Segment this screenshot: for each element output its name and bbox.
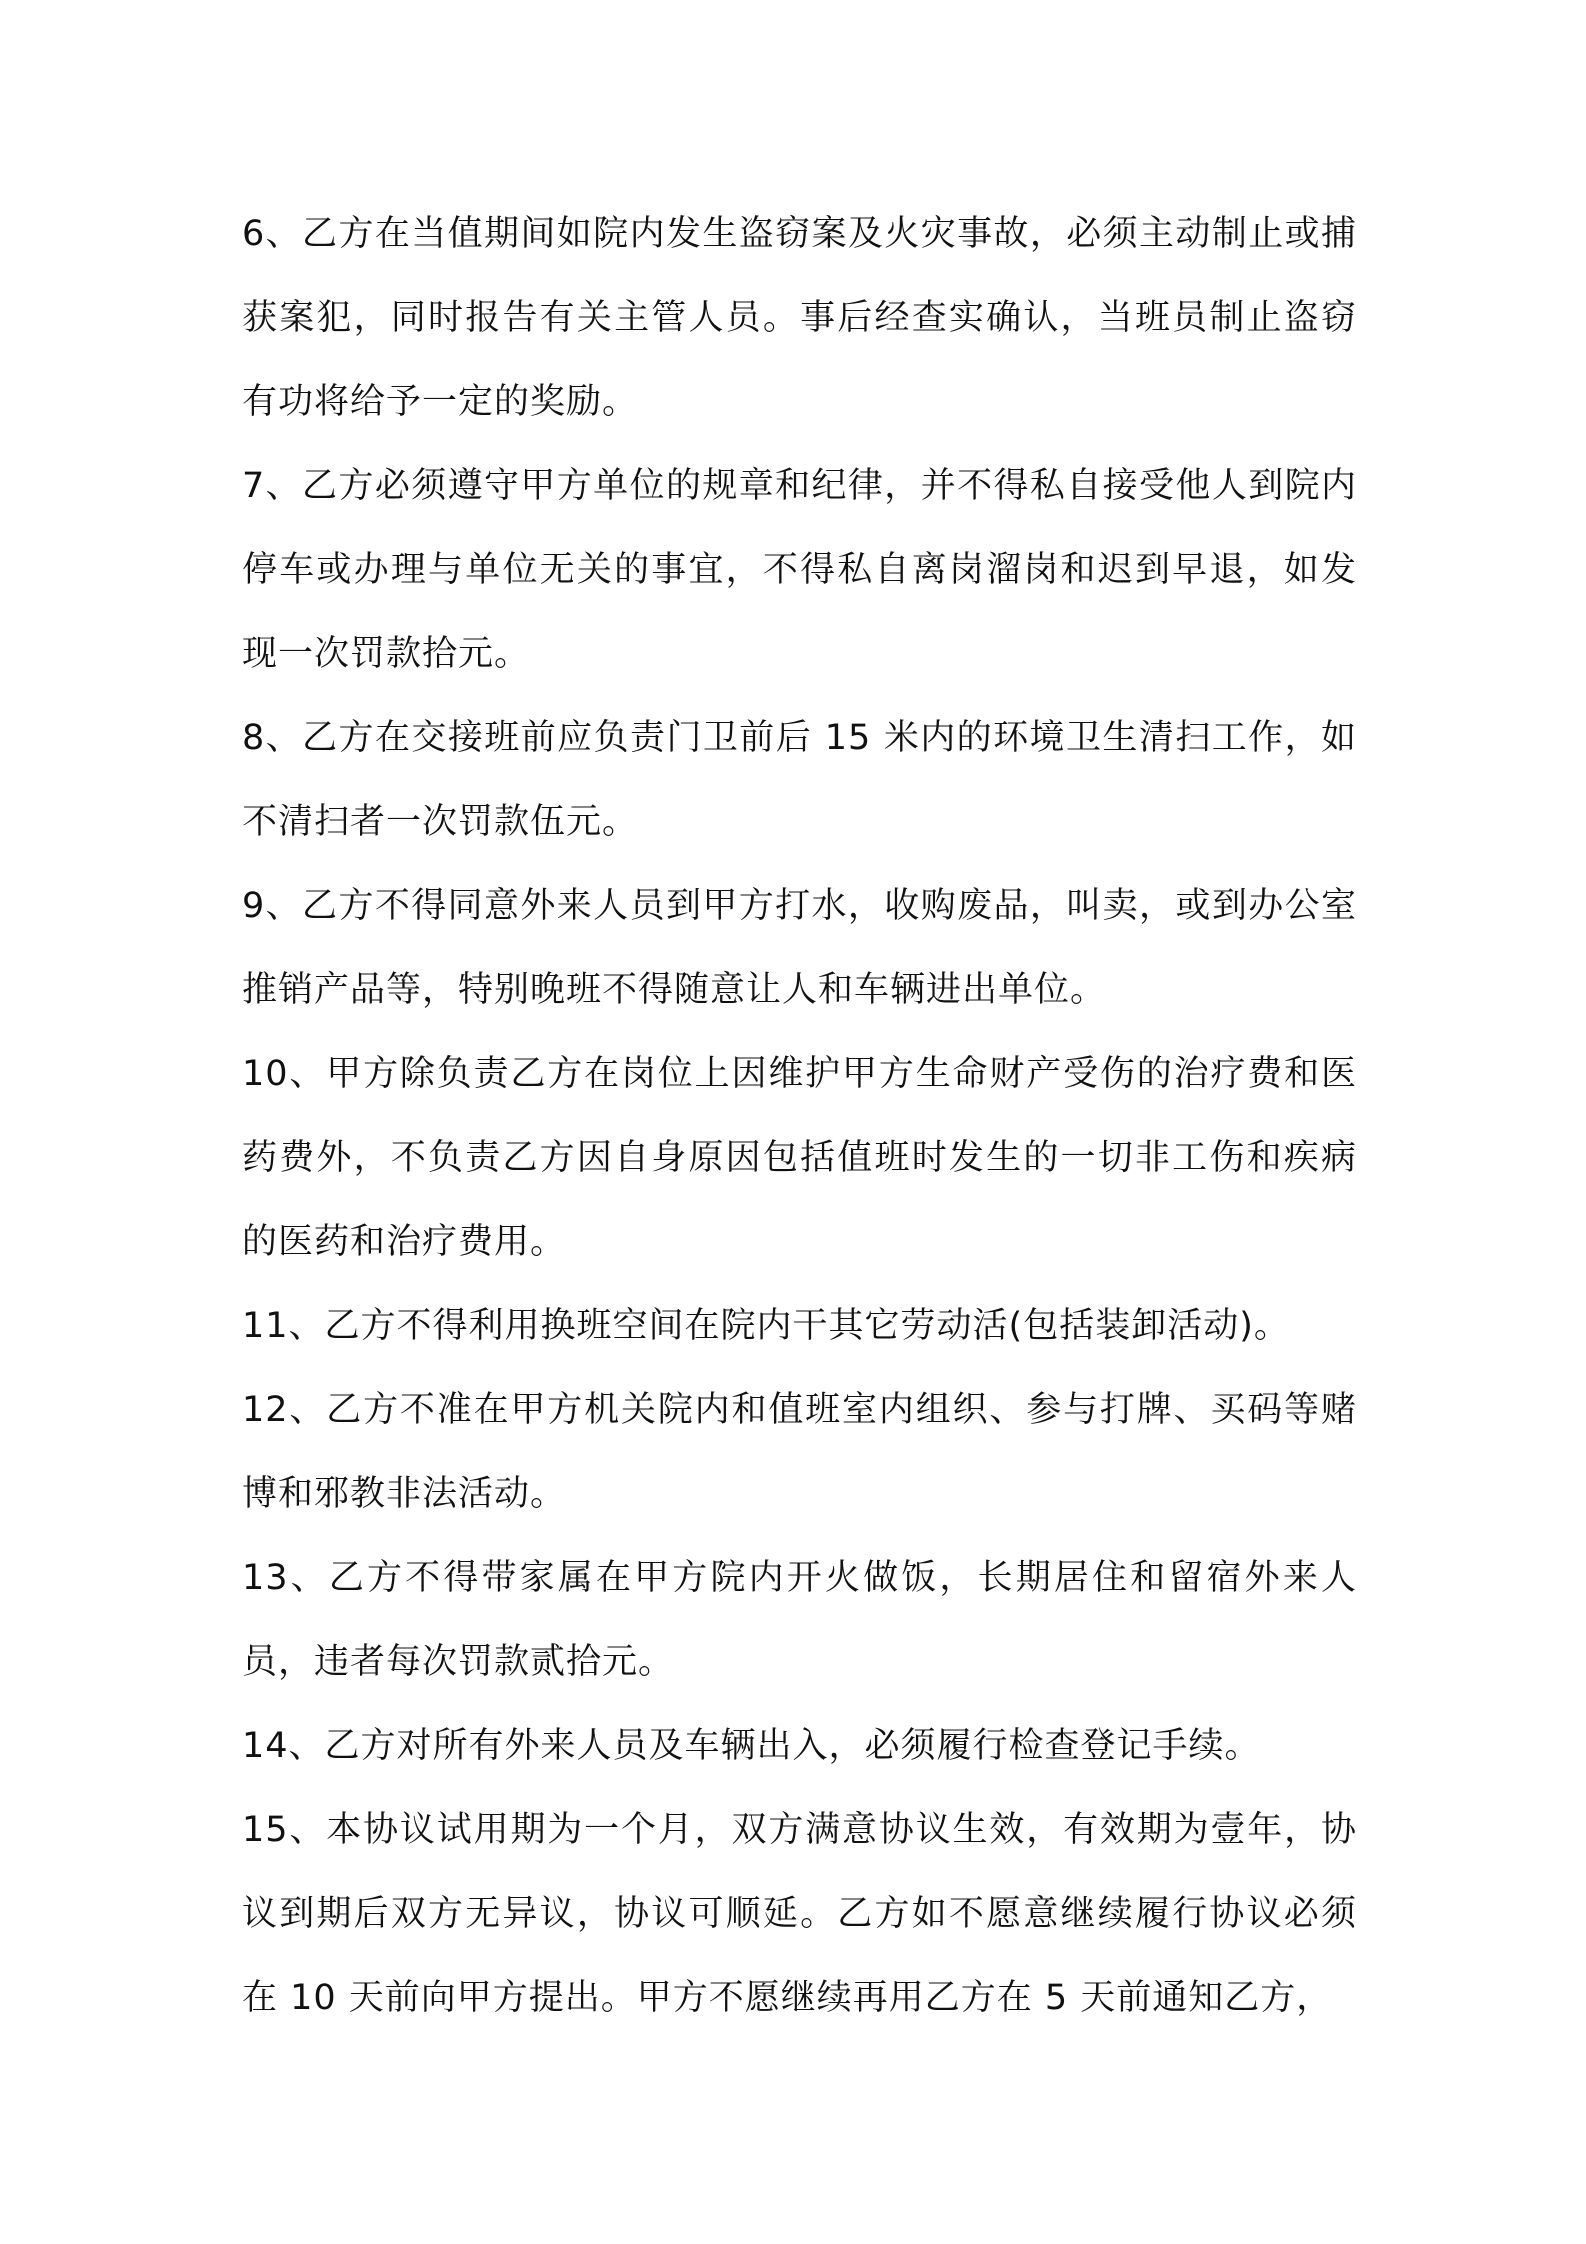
clause-8: 8、乙方在交接班前应负责门卫前后 15 米内的环境卫生清扫工作，如不清扫者一次罚款伍元。	[242, 718, 1357, 842]
clause-11: 11、乙方不得利用换班空间在院内干其它劳动活(包括装卸活动)。	[242, 1306, 1290, 1346]
clause-6: 6、乙方在当值期间如院内发生盗窃案及火灾事故，必须主动制止或捕获案犯，同时报告有关主管人员。事后经查实确认，当班员制止盗窃有功将给予一定的奖励。	[242, 214, 1357, 422]
clause-10: 10、甲方除负责乙方在岗位上因维护甲方生命财产受伤的治疗费和医药费外，不负责乙方因自身原因包括值班时发生的一切非工伤和疾病的医药和治疗费用。	[242, 1054, 1357, 1262]
clause-7: 7、乙方必须遵守甲方单位的规章和纪律，并不得私自接受他人到院内停车或办理与单位无关的事宜，不得私自离岗溜岗和迟到早退，如发现一次罚款拾元。	[242, 466, 1357, 674]
clause-15: 15、本协议试用期为一个月，双方满意协议生效，有效期为壹年，协议到期后双方无异议，协议可顺延。乙方如不愿意继续履行协议必须在 10 天前向甲方提出。甲方不愿继续再用乙方在 5 天前通知乙方，	[242, 1810, 1357, 2018]
clause-14: 14、乙方对所有外来人员及车辆出入，必须履行检查登记手续。	[242, 1726, 1261, 1766]
clause-12: 12、乙方不准在甲方机关院内和值班室内组织、参与打牌、买码等赌博和邪教非法活动。	[242, 1390, 1357, 1514]
document-body	[242, 192, 1357, 2040]
clause-13: 13、乙方不得带家属在甲方院内开火做饭，长期居住和留宿外来人员，违者每次罚款贰拾元。	[242, 1558, 1357, 1682]
clause-9: 9、乙方不得同意外来人员到甲方打水，收购废品，叫卖，或到办公室推销产品等，特别晚班不得随意让人和车辆进出单位。	[242, 886, 1357, 1010]
